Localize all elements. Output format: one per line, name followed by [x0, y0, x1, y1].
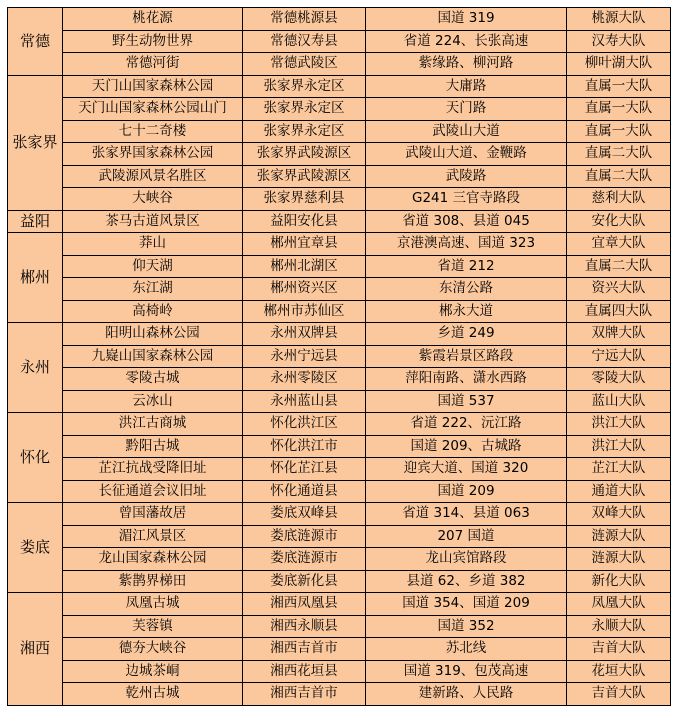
road-cell: 建新路、人民路 — [366, 683, 567, 706]
table-row — [8, 660, 671, 683]
road-cell: 武陵山大道、金鞭路 — [366, 143, 567, 166]
district-cell: 郴州资兴区 — [243, 278, 366, 301]
brigade-cell: 花垣大队 — [567, 660, 671, 683]
road-cell: 紫霞岩景区路段 — [366, 345, 567, 368]
road-cell: 天门路 — [366, 98, 567, 121]
spot-name-cell: 洪江古商城 — [63, 413, 243, 436]
brigade-cell: 直属二大队 — [567, 255, 671, 278]
district-cell: 娄底涟源市 — [243, 548, 366, 571]
brigade-cell: 双牌大队 — [567, 323, 671, 346]
spot-name-cell: 曾国藩故居 — [63, 503, 243, 526]
spot-name-cell: 长征通道会议旧址 — [63, 480, 243, 503]
brigade-cell: 蓝山大队 — [567, 390, 671, 413]
road-cell: 国道 319、包茂高速 — [366, 660, 567, 683]
road-cell: 省道 224、长张高速 — [366, 30, 567, 53]
district-cell: 常德汉寿县 — [243, 30, 366, 53]
spot-name-cell: 云冰山 — [63, 390, 243, 413]
spot-name-cell: 芙蓉镇 — [63, 615, 243, 638]
district-cell: 永州蓝山县 — [243, 390, 366, 413]
road-cell: 国道 352 — [366, 615, 567, 638]
table-row — [8, 525, 671, 548]
district-cell: 张家界慈利县 — [243, 188, 366, 211]
brigade-cell: 零陵大队 — [567, 368, 671, 391]
city-cell: 湘西 — [8, 593, 63, 706]
brigade-cell: 洪江大队 — [567, 413, 671, 436]
brigade-cell: 吉首大队 — [567, 638, 671, 661]
brigade-cell: 宁远大队 — [567, 345, 671, 368]
spot-name-cell: 武陵源风景名胜区 — [63, 165, 243, 188]
district-cell: 永州零陵区 — [243, 368, 366, 391]
road-cell: 苏北线 — [366, 638, 567, 661]
road-cell: 国道 209 — [366, 480, 567, 503]
district-cell: 郴州宜章县 — [243, 233, 366, 256]
spot-name-cell: 芷江抗战受降旧址 — [63, 458, 243, 481]
table-row — [8, 278, 671, 301]
district-cell: 怀化通道县 — [243, 480, 366, 503]
city-cell: 张家界 — [8, 75, 63, 210]
table-row — [8, 75, 671, 98]
city-cell: 怀化 — [8, 413, 63, 503]
district-cell: 湘西花垣县 — [243, 660, 366, 683]
brigade-cell: 凤凰大队 — [567, 593, 671, 616]
table-row — [8, 458, 671, 481]
brigade-cell: 直属一大队 — [567, 75, 671, 98]
district-cell: 怀化洪江区 — [243, 413, 366, 436]
table-row — [8, 368, 671, 391]
road-cell: 国道 319 — [366, 8, 567, 31]
table-row — [8, 615, 671, 638]
table-row — [8, 120, 671, 143]
table-row — [8, 548, 671, 571]
table-row — [8, 188, 671, 211]
spot-name-cell: 常德河街 — [63, 53, 243, 76]
spot-name-cell: 茶马古道风景区 — [63, 210, 243, 233]
brigade-cell: 通道大队 — [567, 480, 671, 503]
road-cell: 国道 354、国道 209 — [366, 593, 567, 616]
spot-name-cell: 德夯大峡谷 — [63, 638, 243, 661]
road-cell: 207 国道 — [366, 525, 567, 548]
spot-name-cell: 大峡谷 — [63, 188, 243, 211]
spot-name-cell: 桃花源 — [63, 8, 243, 31]
spot-name-cell: 野生动物世界 — [63, 30, 243, 53]
brigade-cell: 直属一大队 — [567, 98, 671, 121]
spot-name-cell: 九嶷山国家森林公园 — [63, 345, 243, 368]
table-row — [8, 300, 671, 323]
brigade-cell: 洪江大队 — [567, 435, 671, 458]
table-row — [8, 53, 671, 76]
spot-name-cell: 天门山国家森林公园 — [63, 75, 243, 98]
table-row — [8, 8, 671, 31]
spreadsheet — [7, 7, 671, 706]
brigade-cell: 新化大队 — [567, 570, 671, 593]
table-row — [8, 143, 671, 166]
district-cell: 张家界武陵源区 — [243, 143, 366, 166]
district-cell: 湘西凤凰县 — [243, 593, 366, 616]
table-row — [8, 98, 671, 121]
spot-name-cell: 边城茶峒 — [63, 660, 243, 683]
city-cell: 益阳 — [8, 210, 63, 233]
road-cell: 省道 314、县道 063 — [366, 503, 567, 526]
district-cell: 娄底涟源市 — [243, 525, 366, 548]
district-cell: 郴州北湖区 — [243, 255, 366, 278]
table-row — [8, 323, 671, 346]
table-row — [8, 570, 671, 593]
spot-name-cell: 黔阳古城 — [63, 435, 243, 458]
table-body — [8, 8, 671, 706]
road-cell: 国道 537 — [366, 390, 567, 413]
brigade-cell: 宜章大队 — [567, 233, 671, 256]
road-cell: 乡道 249 — [366, 323, 567, 346]
brigade-cell: 涟源大队 — [567, 548, 671, 571]
brigade-cell: 直属二大队 — [567, 143, 671, 166]
table-row — [8, 480, 671, 503]
table-row — [8, 503, 671, 526]
table-row — [8, 683, 671, 706]
spot-name-cell: 湄江风景区 — [63, 525, 243, 548]
brigade-cell: 直属二大队 — [567, 165, 671, 188]
spot-name-cell: 乾州古城 — [63, 683, 243, 706]
brigade-cell: 安化大队 — [567, 210, 671, 233]
scenic-spot-table — [7, 7, 671, 706]
road-cell: 大庸路 — [366, 75, 567, 98]
district-cell: 娄底双峰县 — [243, 503, 366, 526]
spot-name-cell: 零陵古城 — [63, 368, 243, 391]
road-cell: 京港澳高速、国道 323 — [366, 233, 567, 256]
city-cell: 郴州 — [8, 233, 63, 323]
brigade-cell: 资兴大队 — [567, 278, 671, 301]
road-cell: 东清公路 — [366, 278, 567, 301]
brigade-cell: 柳叶湖大队 — [567, 53, 671, 76]
district-cell: 怀化洪江市 — [243, 435, 366, 458]
district-cell: 湘西吉首市 — [243, 683, 366, 706]
district-cell: 湘西永顺县 — [243, 615, 366, 638]
spot-name-cell: 天门山国家森林公园山门 — [63, 98, 243, 121]
road-cell: 县道 62、乡道 382 — [366, 570, 567, 593]
district-cell: 益阳安化县 — [243, 210, 366, 233]
district-cell: 永州双牌县 — [243, 323, 366, 346]
spot-name-cell: 七十二奇楼 — [63, 120, 243, 143]
district-cell: 张家界武陵源区 — [243, 165, 366, 188]
spot-name-cell: 凤凰古城 — [63, 593, 243, 616]
road-cell: 省道 212 — [366, 255, 567, 278]
table-row — [8, 233, 671, 256]
city-cell: 永州 — [8, 323, 63, 413]
table-row — [8, 390, 671, 413]
spot-name-cell: 张家界国家森林公园 — [63, 143, 243, 166]
road-cell: 省道 222、沅江路 — [366, 413, 567, 436]
brigade-cell: 直属四大队 — [567, 300, 671, 323]
city-cell: 娄底 — [8, 503, 63, 593]
road-cell: 紫缘路、柳河路 — [366, 53, 567, 76]
district-cell: 常德桃源县 — [243, 8, 366, 31]
table-row — [8, 210, 671, 233]
city-cell: 常德 — [8, 8, 63, 76]
table-row — [8, 435, 671, 458]
table-row — [8, 413, 671, 436]
brigade-cell: 慈利大队 — [567, 188, 671, 211]
table-row — [8, 593, 671, 616]
district-cell: 永州宁远县 — [243, 345, 366, 368]
spot-name-cell: 紫鹊界梯田 — [63, 570, 243, 593]
road-cell: 郴永大道 — [366, 300, 567, 323]
spot-name-cell: 东江湖 — [63, 278, 243, 301]
table-row — [8, 165, 671, 188]
spot-name-cell: 阳明山森林公园 — [63, 323, 243, 346]
road-cell: 省道 308、县道 045 — [366, 210, 567, 233]
table-row — [8, 255, 671, 278]
road-cell: 武陵路 — [366, 165, 567, 188]
district-cell: 张家界永定区 — [243, 120, 366, 143]
district-cell: 郴州市苏仙区 — [243, 300, 366, 323]
brigade-cell: 汉寿大队 — [567, 30, 671, 53]
table-row — [8, 30, 671, 53]
spot-name-cell: 仰天湖 — [63, 255, 243, 278]
district-cell: 娄底新化县 — [243, 570, 366, 593]
district-cell: 张家界永定区 — [243, 98, 366, 121]
brigade-cell: 直属一大队 — [567, 120, 671, 143]
brigade-cell: 吉首大队 — [567, 683, 671, 706]
table-row — [8, 638, 671, 661]
table-row — [8, 345, 671, 368]
spot-name-cell: 高椅岭 — [63, 300, 243, 323]
road-cell: 国道 209、古城路 — [366, 435, 567, 458]
brigade-cell: 芷江大队 — [567, 458, 671, 481]
brigade-cell: 涟源大队 — [567, 525, 671, 548]
district-cell: 张家界永定区 — [243, 75, 366, 98]
road-cell: 萍阳南路、潇水西路 — [366, 368, 567, 391]
spot-name-cell: 龙山国家森林公园 — [63, 548, 243, 571]
road-cell: 龙山宾馆路段 — [366, 548, 567, 571]
brigade-cell: 双峰大队 — [567, 503, 671, 526]
road-cell: 迎宾大道、国道 320 — [366, 458, 567, 481]
district-cell: 湘西吉首市 — [243, 638, 366, 661]
spot-name-cell: 莽山 — [63, 233, 243, 256]
district-cell: 常德武陵区 — [243, 53, 366, 76]
road-cell: 武陵山大道 — [366, 120, 567, 143]
road-cell: G241 三官寺路段 — [366, 188, 567, 211]
brigade-cell: 永顺大队 — [567, 615, 671, 638]
district-cell: 怀化芷江县 — [243, 458, 366, 481]
brigade-cell: 桃源大队 — [567, 8, 671, 31]
